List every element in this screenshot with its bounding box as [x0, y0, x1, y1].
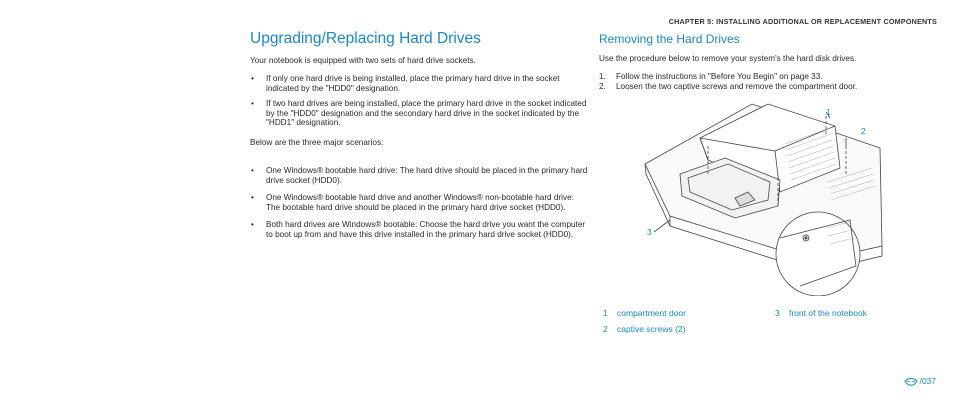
- intro-paragraph: Your notebook is equipped with two sets of hard drive sockets.: [250, 56, 476, 65]
- step-number: 1.: [599, 72, 606, 81]
- page-title: Upgrading/Replacing Hard Drives: [250, 30, 481, 47]
- procedure-steps: [599, 72, 919, 92]
- step-text: Follow the instructions in "Before You Begin" on page 33.: [616, 72, 823, 81]
- right-column: [599, 30, 919, 92]
- left-column: [250, 30, 590, 248]
- procedure-intro: Use the procedure below to remove your system's the hard disk drives.: [599, 54, 857, 63]
- legend-number: 2: [603, 324, 608, 334]
- legend-item: [603, 324, 686, 334]
- legend-item: [603, 308, 686, 318]
- list-item: • If two hard drives are being installed, place the primary hard drive in the socket indicated by the "HDD0" designation and the secondary hard drive in the socket indicated by the "HDD1" designation.: [250, 99, 590, 128]
- list-item: • One Windows® bootable hard drive: The hard drive should be placed in the primary hard drive socket (HDD0).: [250, 166, 590, 185]
- legend-number: 3: [775, 308, 780, 318]
- legend-label: captive screws (2): [617, 324, 686, 334]
- list-item: • Both hard drives are Windows® bootable: Choose the hard drive you want the computer to boot up from and have this drive installed in the primary hard drive socket (HDD0).: [250, 220, 590, 239]
- legend-label: compartment door: [617, 308, 686, 318]
- callout-1: 1: [826, 107, 831, 117]
- legend-item: [775, 308, 867, 318]
- section-title: Removing the Hard Drives: [599, 32, 740, 46]
- legend-number: 1: [603, 308, 608, 318]
- list-item: [599, 72, 919, 82]
- callout-3: 3: [647, 227, 652, 237]
- chapter-header: CHAPTER 5: INSTALLING ADDITIONAL OR REPLACEMENT COMPONENTS: [668, 17, 937, 26]
- scenarios-intro: Below are the three major scenarios:: [250, 137, 384, 147]
- scenario-bullet-list: [250, 166, 590, 240]
- notebook-bottom-illustration: [640, 96, 890, 296]
- list-item: • If only one hard drive is being installed, place the primary hard drive in the socket indicated by the "HDD0" designation.: [250, 74, 590, 93]
- list-item: • One Windows® bootable hard drive and another Windows® non-bootable hard drive: The bootable hard drive should be placed in the primary hard drive socket (HDD0).: [250, 193, 590, 212]
- callout-2: 2: [861, 126, 866, 136]
- alienware-head-icon: [904, 377, 918, 386]
- legend-label: front of the notebook: [789, 308, 867, 318]
- page-number: [904, 376, 936, 386]
- step-number: 2.: [599, 82, 606, 91]
- page-number-text: /037: [919, 376, 936, 386]
- hard-drive-compartment-illustration: [640, 96, 890, 296]
- step-text: Loosen the two captive screws and remove the compartment door.: [616, 82, 858, 91]
- list-item: [599, 82, 919, 92]
- socket-bullet-list: [250, 74, 590, 128]
